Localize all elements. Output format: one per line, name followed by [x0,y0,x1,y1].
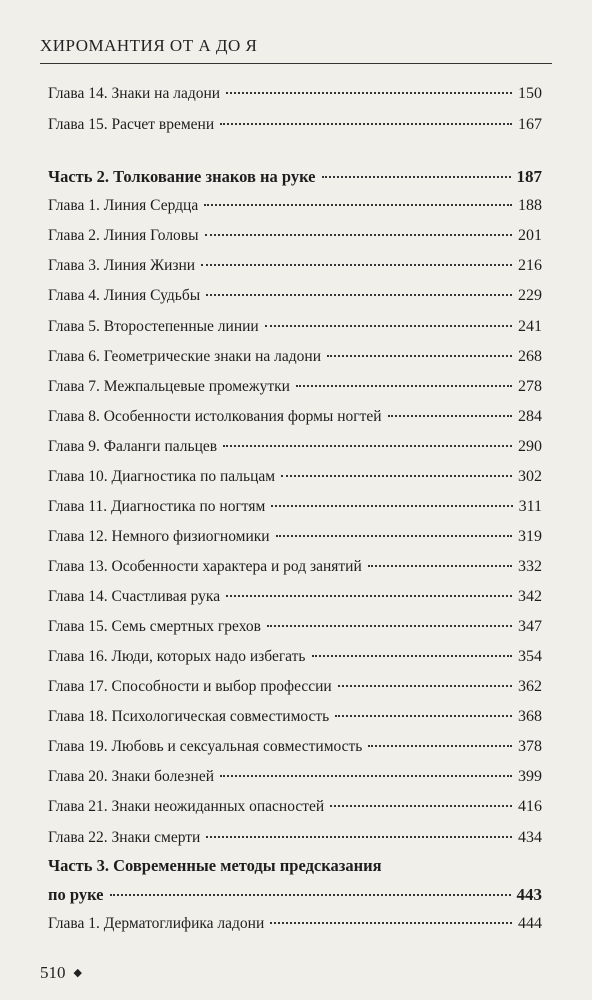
toc-entry-page: 416 [518,798,542,815]
toc-chapter-entry [48,798,542,816]
toc-entry-title: Глава 16. Люди, которых надо избегать [48,648,306,665]
toc-entry-page: 443 [516,885,542,904]
dot-leader [204,204,512,206]
toc-entry-title: Глава 11. Диагностика по ногтям [48,498,266,515]
running-head: ХИРОМАНТИЯ ОТ А ДО Я [40,36,258,55]
toc-chapter-entry [48,468,542,486]
toc-chapter-entry [48,618,542,636]
dot-leader [220,123,512,125]
toc-entry-page: 368 [518,708,542,725]
toc-entry-title: Глава 15. Семь смертных грехов [48,618,261,635]
toc-entry-page: 342 [518,588,542,605]
dot-leader [327,355,512,357]
toc-entry-title: Глава 5. Второстепенные линии [48,318,259,335]
header-rule [40,63,552,64]
toc-entry-title: Глава 13. Особенности характера и род занятий [48,558,362,575]
toc-entry-page: 311 [518,498,542,515]
toc-entry-title: Глава 10. Диагностика по пальцам [48,468,276,485]
toc-entry-page: 284 [518,408,542,425]
toc-entry-page: 201 [518,227,542,244]
toc-entry-title: Глава 22. Знаки смерти [48,829,201,846]
toc-chapter-entry [48,498,542,516]
toc-entry-page: 302 [518,468,542,485]
dot-leader [335,715,512,717]
toc-chapter-entry [48,348,542,366]
dot-leader [265,325,512,327]
toc-entry-page: 150 [518,85,542,102]
toc-entry-page: 187 [516,167,542,186]
toc-entry-title: Глава 12. Немного физиогномики [48,528,270,545]
toc-entry-title: Глава 1. Линия Сердца [48,197,199,214]
toc-entry-title: Глава 6. Геометрические знаки на ладони [48,348,321,365]
toc-entry-page: 399 [518,768,542,785]
dot-leader [281,475,512,477]
toc-entry-page: 241 [518,318,542,335]
toc-entry-title: по руке [48,885,104,904]
toc-chapter-entry [48,558,542,576]
toc-entry-title: Глава 1. Дерматоглифика ладони [48,915,265,932]
dot-leader [368,565,512,567]
dot-leader [110,894,511,896]
toc-entry-page: 188 [518,197,542,214]
toc-entry-title: Глава 15. Расчет времени [48,116,215,133]
toc-entry-page: 319 [518,528,542,545]
dot-leader [226,595,512,597]
toc-entry-title: Глава 17. Способности и выбор профессии [48,678,332,695]
dot-leader [322,176,511,178]
toc-chapter-entry [48,738,542,756]
dot-leader [330,805,512,807]
toc-entry-title: Глава 14. Счастливая рука [48,588,221,605]
dot-leader [205,234,512,236]
toc-chapter-entry [48,708,542,726]
dot-leader [223,445,512,447]
toc-entry-title: Глава 2. Линия Головы [48,227,199,244]
toc-chapter-entry [48,116,542,134]
toc-chapter-entry [48,829,542,847]
dot-leader [338,685,512,687]
toc-entry-page: 332 [518,558,542,575]
toc-chapter-entry [48,257,542,275]
toc-chapter-entry [48,768,542,786]
toc-entry-title: Глава 20. Знаки болезней [48,768,214,785]
part3-title-line1: Часть 3. Современные методы предсказания [48,856,382,875]
dot-leader [220,775,512,777]
toc-entry-page: 444 [518,915,542,932]
dot-leader [270,922,512,924]
toc-chapter-entry [48,378,542,396]
diamond-ornament-icon: ◆ [73,967,82,979]
toc-entry-title: Часть 2. Толкование знаков на руке [48,167,316,186]
toc-chapter-entry [48,408,542,426]
toc-entry-page: 278 [518,378,542,395]
dot-leader [201,264,512,266]
toc-entry-title: Глава 7. Межпальцевые промежутки [48,378,290,395]
toc-chapter-entry [48,85,542,103]
toc-entry-title: Глава 4. Линия Судьбы [48,287,201,304]
toc-part-entry [48,167,542,187]
toc-chapter-entry [48,318,542,336]
dot-leader [276,535,512,537]
page-number: 510 [40,963,66,982]
toc-chapter-entry [48,915,542,933]
toc-chapter-entry [48,227,542,245]
toc-part-entry [48,885,542,905]
toc-chapter-entry [48,287,542,305]
toc-entry-title: Глава 19. Любовь и сексуальная совместимость [48,738,363,755]
dot-leader [267,625,512,627]
dot-leader [368,745,512,747]
toc-entry-page: 378 [518,738,542,755]
dot-leader [226,92,512,94]
toc-entry-page: 362 [518,678,542,695]
toc-entry-title: Глава 21. Знаки неожиданных опасностей [48,798,325,815]
toc-entry-title: Глава 14. Знаки на ладони [48,85,221,102]
toc-chapter-entry [48,438,542,456]
toc-chapter-entry [48,648,542,666]
toc-entry-page: 434 [518,829,542,846]
toc-entry-page: 229 [518,287,542,304]
toc-entry-title: Глава 9. Фаланги пальцев [48,438,218,455]
toc-entry-title: Глава 8. Особенности истолкования формы ногтей [48,408,382,425]
toc-chapter-entry [48,678,542,696]
page-footer [40,963,82,983]
toc-entry-title: Глава 3. Линия Жизни [48,257,196,274]
dot-leader [296,385,512,387]
dot-leader [388,415,512,417]
toc-chapter-entry [48,197,542,215]
dot-leader [271,505,512,507]
toc-entry-title: Глава 18. Психологическая совместимость [48,708,330,725]
toc-entry-page: 354 [518,648,542,665]
toc-entry-page: 290 [518,438,542,455]
toc-entry-page: 268 [518,348,542,365]
toc-entry-page: 216 [518,257,542,274]
toc-entry-page: 167 [518,116,542,133]
dot-leader [206,836,512,838]
toc-chapter-entry [48,588,542,606]
dot-leader [312,655,512,657]
dot-leader [206,294,512,296]
toc-entry-page: 347 [518,618,542,635]
toc-chapter-entry [48,528,542,546]
